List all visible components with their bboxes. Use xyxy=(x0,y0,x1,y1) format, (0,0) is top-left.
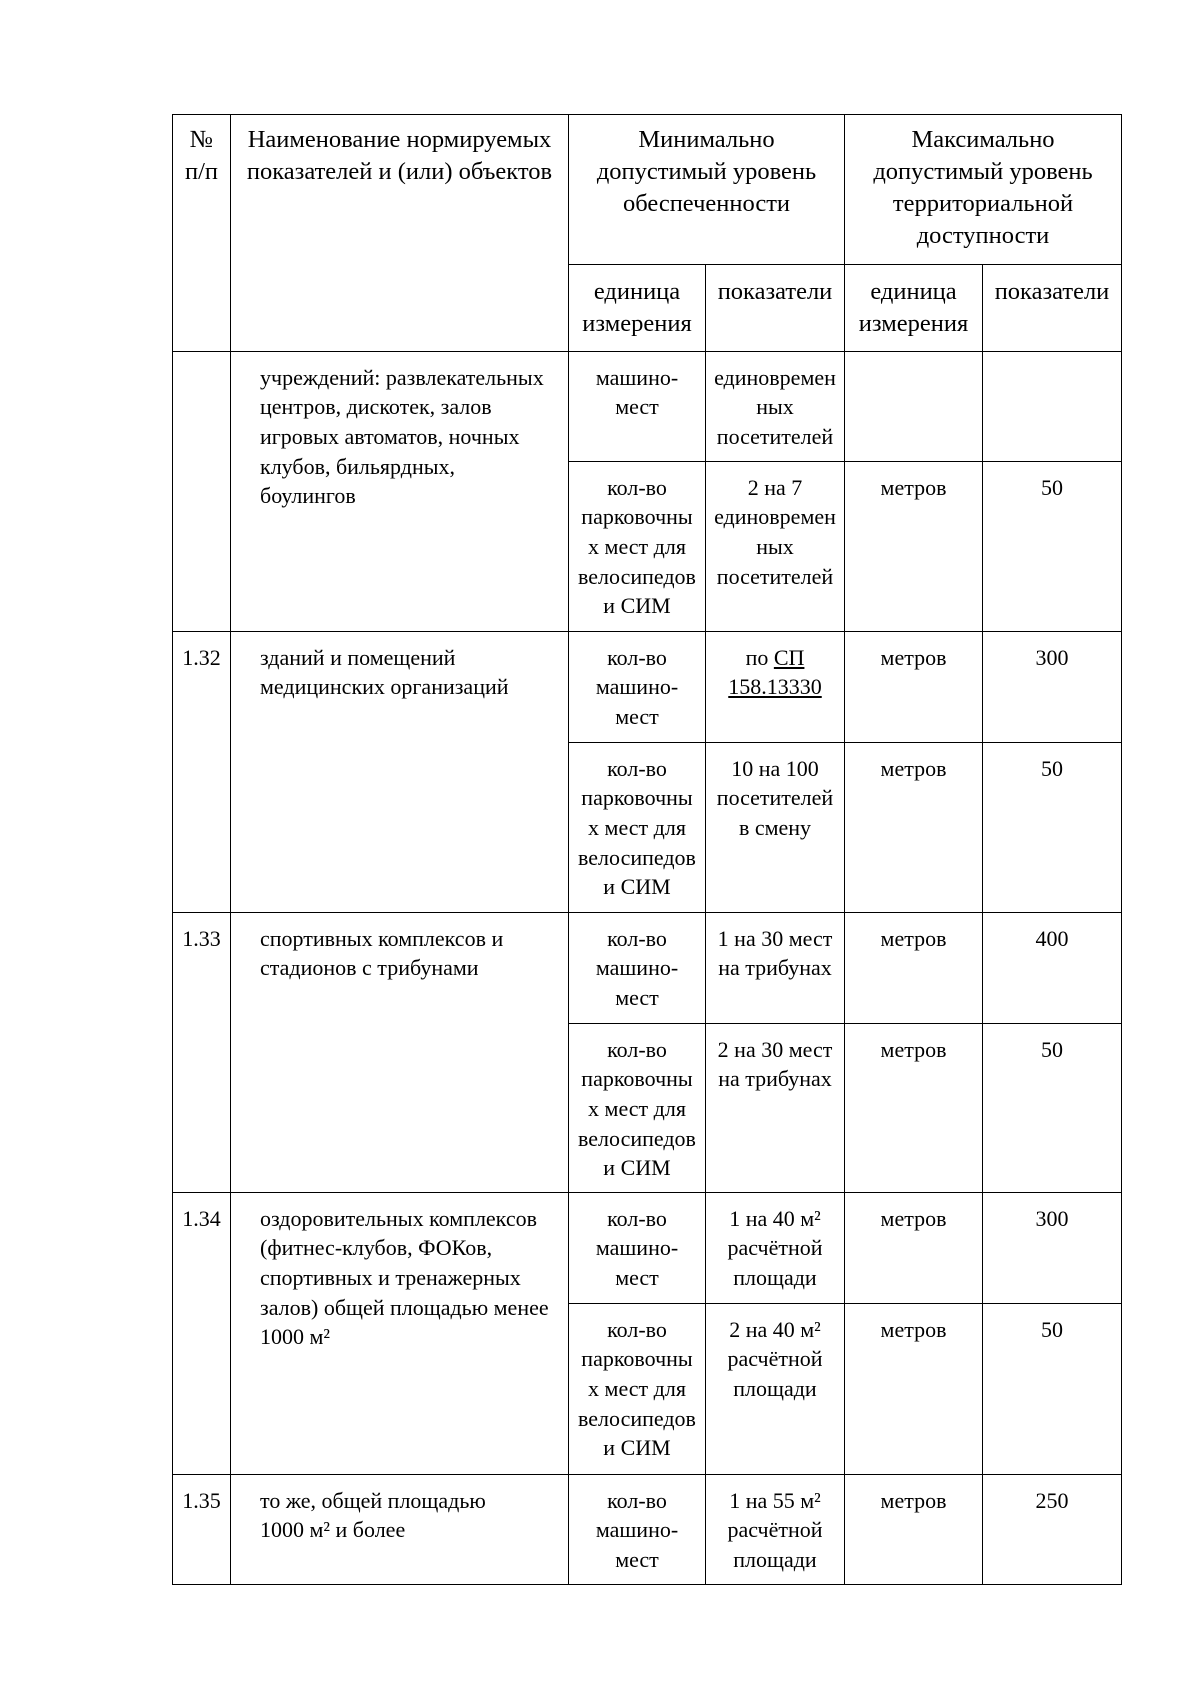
header-min-unit: единица измерения xyxy=(582,278,692,337)
max-unit: метров xyxy=(880,925,947,951)
min-unit-cell xyxy=(569,352,706,462)
max-unit-cell xyxy=(845,913,983,1024)
max-value-cell xyxy=(983,1475,1122,1585)
object-name-cell xyxy=(231,352,569,632)
max-unit-cell xyxy=(845,1304,983,1475)
table-header xyxy=(173,115,1122,352)
max-unit: метров xyxy=(880,1036,947,1062)
header-min-value-cell xyxy=(706,265,845,352)
min-value-cell xyxy=(706,632,845,743)
max-value-cell xyxy=(983,1304,1122,1475)
header-max-group: Максимально допустимый уровень территориальной доступности xyxy=(873,126,1093,249)
row-number: 1.33 xyxy=(182,925,221,951)
max-unit: метров xyxy=(880,1487,947,1513)
header-number-cell xyxy=(173,115,231,352)
max-unit-cell xyxy=(845,1193,983,1304)
row-number: 1.34 xyxy=(182,1205,221,1231)
max-unit-cell xyxy=(845,462,983,632)
min-value-cell xyxy=(706,743,845,913)
header-min-group: Минимально допустимый уровень обеспеченности xyxy=(596,126,817,217)
max-unit: метров xyxy=(880,755,947,781)
header-name: Наименование нормируемых показателей и (или) объектов xyxy=(246,126,553,185)
min-unit-cell xyxy=(569,1024,706,1193)
min-value: 1 на 40 м² расчётной площади xyxy=(727,1205,823,1290)
min-value-cell xyxy=(706,352,845,462)
min-value: 2 на 7 единовремен ных посетителей xyxy=(714,474,836,589)
max-unit-cell xyxy=(845,1024,983,1193)
max-unit: метров xyxy=(880,474,947,500)
object-name-cell xyxy=(231,1193,569,1475)
header-number: № п/п xyxy=(184,126,219,185)
min-value-cell xyxy=(706,913,845,1024)
max-unit: метров xyxy=(880,1205,947,1231)
row-number: 1.32 xyxy=(182,644,221,670)
header-max-group-cell xyxy=(845,115,1122,265)
max-value-cell xyxy=(983,352,1122,462)
max-value: 50 xyxy=(1041,755,1063,781)
sp-reference-link[interactable]: СП 158.13330 xyxy=(728,644,822,700)
object-name-cell xyxy=(231,1475,569,1585)
table-row xyxy=(173,632,1122,743)
min-unit: кол-во машино- мест xyxy=(595,1205,679,1290)
min-unit: кол-во парковочны х мест для велосипедов и СИМ xyxy=(578,1036,696,1181)
header-max-unit: единица измерения xyxy=(858,278,969,337)
min-value-prefix: по xyxy=(745,644,774,670)
max-value: 300 xyxy=(1035,1205,1069,1231)
header-min-unit-cell xyxy=(569,265,706,352)
max-value-cell xyxy=(983,743,1122,913)
min-unit: кол-во машино- мест xyxy=(595,925,679,1010)
object-name-cell xyxy=(231,632,569,913)
min-unit: кол-во парковочны х мест для велосипедов и СИМ xyxy=(578,1316,696,1461)
min-unit-cell xyxy=(569,1193,706,1304)
header-max-value: показатели xyxy=(994,278,1110,305)
max-value: 50 xyxy=(1041,474,1063,500)
min-value-cell xyxy=(706,462,845,632)
row-number-cell xyxy=(173,913,231,1193)
max-value: 50 xyxy=(1041,1036,1063,1062)
table-row xyxy=(173,913,1122,1024)
max-unit: метров xyxy=(880,644,947,670)
object-name: оздоровительных комплексов (фитнес-клубов, ФОКов, спортивных и тренажерных залов) общей площадью менее 1000 м² xyxy=(260,1205,549,1350)
min-unit: кол-во парковочны х мест для велосипедов и СИМ xyxy=(578,474,696,619)
max-value: 250 xyxy=(1035,1487,1069,1513)
min-unit-cell xyxy=(569,462,706,632)
min-unit-cell xyxy=(569,632,706,743)
min-unit-cell xyxy=(569,1475,706,1585)
object-name: зданий и помещений медицинских организаций xyxy=(260,644,509,700)
min-value-cell xyxy=(706,1304,845,1475)
min-unit-cell xyxy=(569,743,706,913)
min-value-cell xyxy=(706,1193,845,1304)
row-number-cell xyxy=(173,1475,231,1585)
min-unit: кол-во парковочны х мест для велосипедов и СИМ xyxy=(578,755,696,900)
min-value: 2 на 30 мест на трибунах xyxy=(717,1036,833,1092)
header-max-unit-cell xyxy=(845,265,983,352)
min-value xyxy=(709,643,841,702)
object-name: то же, общей площадью 1000 м² и более xyxy=(260,1487,486,1543)
max-value-cell xyxy=(983,1024,1122,1193)
norms-table xyxy=(172,114,1122,1585)
min-unit-cell xyxy=(569,1304,706,1475)
max-unit-cell xyxy=(845,1475,983,1585)
row-number-cell xyxy=(173,352,231,632)
table-body xyxy=(173,352,1122,1585)
min-unit: машино- мест xyxy=(595,364,679,420)
max-unit-cell xyxy=(845,632,983,743)
max-value-cell xyxy=(983,632,1122,743)
max-value-cell xyxy=(983,1193,1122,1304)
min-unit: кол-во машино- мест xyxy=(595,644,679,729)
row-number-cell xyxy=(173,1193,231,1475)
object-name-cell xyxy=(231,913,569,1193)
max-unit-cell xyxy=(845,352,983,462)
max-unit: метров xyxy=(880,1316,947,1342)
header-min-group-cell xyxy=(569,115,845,265)
min-value: 10 на 100 посетителей в смену xyxy=(716,755,834,840)
object-name: спортивных комплексов и стадионов с трибунами xyxy=(260,925,504,981)
object-name: учреждений: развлекательных центров, дискотек, залов игровых автоматов, ночных клубов, бильярдных, боулингов xyxy=(260,364,544,509)
row-number-cell xyxy=(173,632,231,913)
header-min-value: показатели xyxy=(717,278,833,305)
min-value: 2 на 40 м² расчётной площади xyxy=(727,1316,823,1401)
table-row xyxy=(173,1193,1122,1304)
min-value: единовремен ных посетителей xyxy=(714,364,836,449)
max-unit-cell xyxy=(845,743,983,913)
row-number: 1.35 xyxy=(182,1487,221,1513)
max-value: 400 xyxy=(1035,925,1069,951)
max-value-cell xyxy=(983,462,1122,632)
max-value: 300 xyxy=(1035,644,1069,670)
max-value-cell xyxy=(983,913,1122,1024)
min-unit-cell xyxy=(569,913,706,1024)
table-row xyxy=(173,1475,1122,1585)
header-name-cell xyxy=(231,115,569,352)
max-value: 50 xyxy=(1041,1316,1063,1342)
header-max-value-cell xyxy=(983,265,1122,352)
min-value: 1 на 55 м² расчётной площади xyxy=(727,1487,823,1572)
table-row xyxy=(173,352,1122,462)
min-unit: кол-во машино- мест xyxy=(595,1487,679,1572)
min-value-cell xyxy=(706,1475,845,1585)
min-value-cell xyxy=(706,1024,845,1193)
min-value: 1 на 30 мест на трибунах xyxy=(717,925,833,981)
